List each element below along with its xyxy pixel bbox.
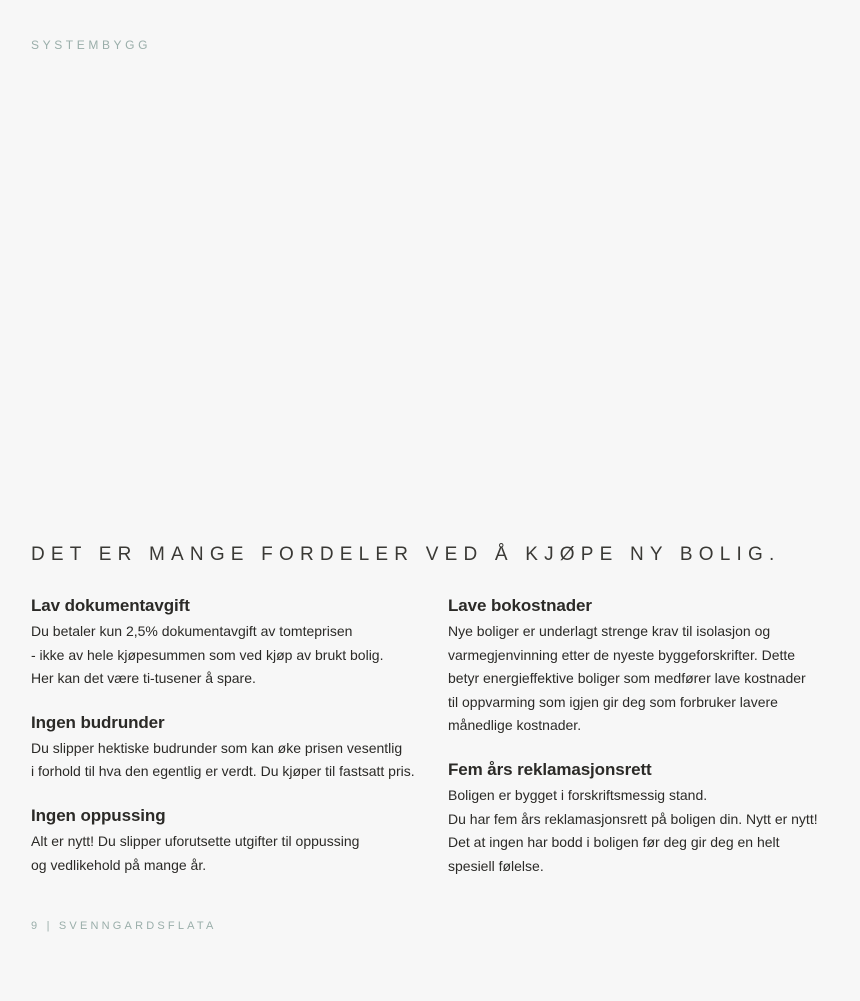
benefit-text-line: Det at ingen har bodd i boligen før deg gir deg en helt bbox=[448, 834, 780, 851]
benefit-text-line: i forhold til hva den egentlig er verdt. Du kjøper til fastsatt pris. bbox=[31, 763, 415, 780]
benefit-text-line: - ikke av hele kjøpesummen som ved kjøp av brukt bolig. bbox=[31, 646, 384, 663]
benefit-lave-bokostnader bbox=[448, 595, 848, 738]
benefit-text-line: Her kan det være ti-tusener å spare. bbox=[31, 670, 256, 687]
benefit-title: Lav dokumentavgift bbox=[31, 596, 190, 615]
benefit-title: Fem års reklamasjonsrett bbox=[448, 759, 652, 779]
benefit-ingen-budrunder bbox=[31, 712, 441, 784]
benefit-text-line: spesiell følelse. bbox=[448, 857, 544, 874]
benefit-text-line: månedlige kostnader. bbox=[448, 717, 582, 734]
benefit-title: Ingen oppussing bbox=[31, 805, 166, 825]
left-column bbox=[31, 595, 441, 898]
brand-label: SYSTEMBYGG bbox=[31, 38, 152, 52]
benefit-text-line: og vedlikehold på mange år. bbox=[31, 856, 207, 873]
benefit-text-line: til oppvarming som igjen gir deg som forbruker lavere bbox=[448, 693, 778, 710]
page-footer: 9 | SVENNGARDSFLATA bbox=[31, 920, 217, 932]
benefit-text-line: Du betaler kun 2,5% dokumentavgift av tomteprisen bbox=[31, 623, 353, 639]
benefit-text-line: Du slipper hektiske budrunder som kan øke prisen vesentlig bbox=[31, 739, 403, 756]
benefit-title: Lave bokostnader bbox=[448, 596, 592, 615]
page-headline: DET ER MANGE FORDELER VED Å KJØPE NY BOLIG. bbox=[31, 544, 781, 565]
benefit-text-line: Boligen er bygget i forskriftsmessig stand. bbox=[448, 786, 708, 803]
benefit-text-line: Nye boliger er underlagt strenge krav til isolasjon og bbox=[448, 623, 771, 639]
benefit-lav-dokumentavgift bbox=[31, 595, 441, 691]
benefit-fem-ars-reklamasjonsrett bbox=[448, 759, 848, 878]
benefit-text-line: betyr energieffektive boliger som medfører lave kostnader bbox=[448, 670, 806, 687]
right-column bbox=[448, 595, 848, 899]
benefit-title: Ingen budrunder bbox=[31, 712, 165, 732]
benefit-text-line: Alt er nytt! Du slipper uforutsette utgifter til oppussing bbox=[31, 832, 360, 849]
benefit-text-line: Du har fem års reklamasjonsrett på boligen din. Nytt er nytt! bbox=[448, 810, 818, 827]
benefit-ingen-oppussing bbox=[31, 805, 441, 877]
benefit-text-line: varmegjenvinning etter de nyeste byggeforskrifter. Dette bbox=[448, 646, 796, 663]
